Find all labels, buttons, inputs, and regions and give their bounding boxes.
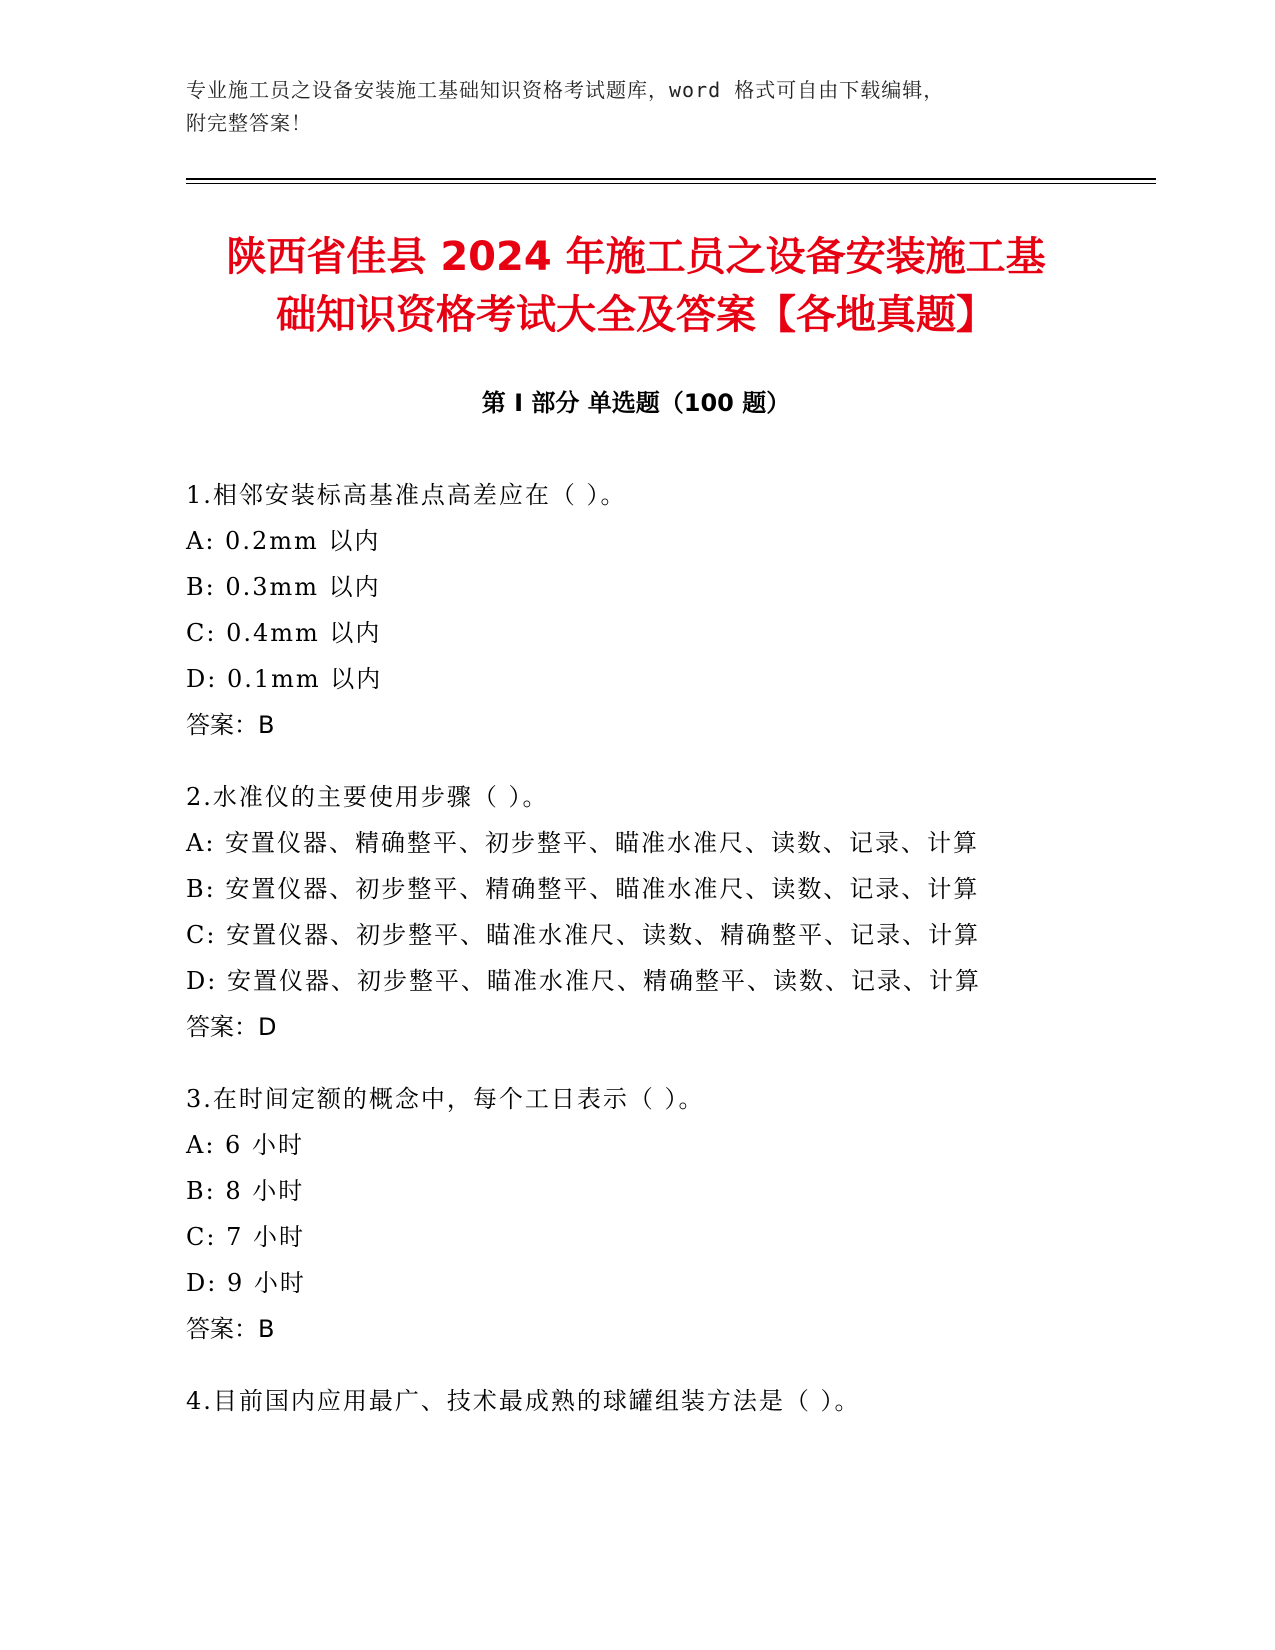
document-title-line-2: 础知识资格考试大全及答案【各地真题】 xyxy=(276,292,996,338)
header-divider-thin xyxy=(186,183,1156,184)
answer: 答案：B xyxy=(186,711,275,739)
question-4 xyxy=(186,1378,1086,1424)
header-divider-thick xyxy=(186,178,1156,180)
header-note-line-1: 专业施工员之设备安装施工基础知识资格考试题库，word 格式可自由下载编辑， xyxy=(186,78,945,102)
option-c: C: 7 小时 xyxy=(186,1223,305,1251)
option-d: D: 安置仪器、初步整平、瞄准水准尺、精确整平、读数、记录、计算 xyxy=(186,967,981,995)
option-a: A: 6 小时 xyxy=(186,1131,304,1159)
header-note xyxy=(186,74,1086,140)
option-b: B: 8 小时 xyxy=(186,1177,305,1205)
option-a: A: 安置仪器、精确整平、初步整平、瞄准水准尺、读数、记录、计算 xyxy=(186,829,980,857)
header-note-line-2: 附完整答案！ xyxy=(186,111,312,135)
question-text: 4.目前国内应用最广、技术最成熟的球罐组装方法是（ ）。 xyxy=(186,1387,861,1415)
section-title: 第 I 部分 单选题（100 题） xyxy=(481,389,791,417)
document-title-line-1: 陕西省佳县 2024 年施工员之设备安装施工基 xyxy=(226,234,1046,280)
document-title xyxy=(186,228,1086,344)
option-c: C: 安置仪器、初步整平、瞄准水准尺、读数、精确整平、记录、计算 xyxy=(186,921,981,949)
option-b: B: 安置仪器、初步整平、精确整平、瞄准水准尺、读数、记录、计算 xyxy=(186,875,980,903)
option-a: A: 0.2mm 以内 xyxy=(186,527,381,555)
question-3 xyxy=(186,1076,1086,1352)
answer: 答案：B xyxy=(186,1315,275,1343)
question-1 xyxy=(186,472,1086,748)
question-text: 1.相邻安装标高基准点高差应在（ ）。 xyxy=(186,481,627,509)
question-text: 2.水准仪的主要使用步骤（ ）。 xyxy=(186,783,549,811)
question-list xyxy=(186,472,1086,1450)
option-d: D: 0.1mm 以内 xyxy=(186,665,383,693)
option-c: C: 0.4mm 以内 xyxy=(186,619,382,647)
answer: 答案：D xyxy=(186,1013,277,1041)
option-b: B: 0.3mm 以内 xyxy=(186,573,381,601)
question-2 xyxy=(186,774,1086,1050)
option-d: D: 9 小时 xyxy=(186,1269,306,1297)
question-text: 3.在时间定额的概念中，每个工日表示（ ）。 xyxy=(186,1085,705,1113)
